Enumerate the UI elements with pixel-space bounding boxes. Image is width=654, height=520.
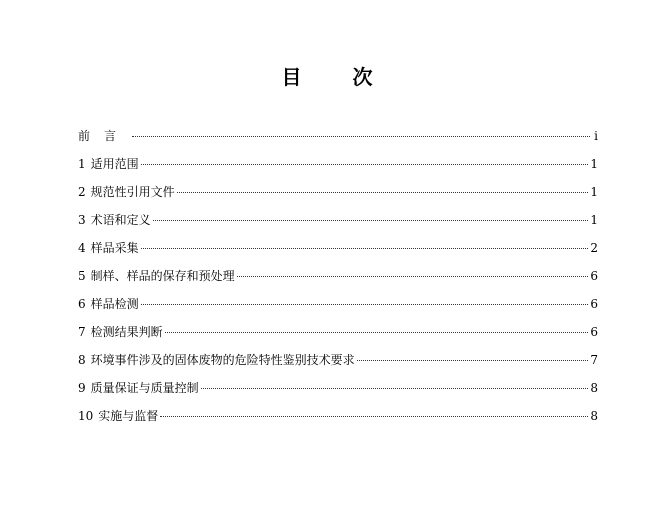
toc-entry-8[interactable] [78,352,598,380]
toc-entry-page: 8 [590,409,598,423]
toc-entry-number: 4 [78,241,86,255]
toc-entry-label: 样品采集 [90,241,139,255]
toc-dot-leader [153,220,589,221]
toc-entry-page: 2 [590,241,598,255]
toc-entry-number: 6 [78,297,86,311]
toc-dot-leader [237,276,589,277]
toc-entry-foreword[interactable] [78,128,598,156]
toc-entry-label: 质量保证与质量控制 [90,381,199,395]
toc-dot-leader [201,388,589,389]
toc-entry-2[interactable] [78,184,598,212]
toc-entry-3[interactable] [78,212,598,240]
toc-dot-leader [160,416,588,417]
toc-entry-number: 7 [78,325,86,339]
toc-entry-number: 9 [78,381,86,395]
toc-entry-label: 环境事件涉及的固体废物的危险特性鉴别技术要求 [90,353,355,367]
toc-entry-number: 5 [78,269,86,283]
toc-entry-label: 术语和定义 [90,213,151,227]
toc-entry-number: 8 [78,353,86,367]
toc-dot-leader [141,304,589,305]
toc-dot-leader [177,192,589,193]
toc-entry-label: 样品检测 [90,297,139,311]
toc-entry-page: 8 [590,381,598,395]
toc-title: 目 次 [281,65,395,89]
toc-entry-number: 2 [78,185,86,199]
toc-dot-leader [357,360,589,361]
toc-entry-page: 6 [590,297,598,311]
toc-entry-page: 6 [590,269,598,283]
toc-entry-5[interactable] [78,268,598,296]
toc-entry-9[interactable] [78,380,598,408]
toc-entry-10[interactable] [78,408,598,436]
toc-entry-label: 规范性引用文件 [90,185,175,199]
toc-dot-leader [141,248,589,249]
toc-entry-number: 1 [78,157,86,171]
toc-entry-label: 适用范围 [90,157,139,171]
toc-entry-label: 制样、样品的保存和预处理 [90,269,235,283]
toc-entry-number: 10 [78,409,94,423]
toc-entry-page: 7 [590,353,598,367]
toc-entry-label: 实施与监督 [98,409,159,423]
toc-entry-7[interactable] [78,324,598,352]
toc-entry-label: 检测结果判断 [90,325,163,339]
toc-dot-leader [165,332,589,333]
toc-entry-page: 1 [590,157,598,171]
toc-entry-label: 前言 [78,129,131,143]
toc-entry-4[interactable] [78,240,598,268]
toc-entry-page: 1 [590,185,598,199]
toc-entry-6[interactable] [78,296,598,324]
toc-entry-1[interactable] [78,156,598,184]
toc-dot-leader [132,136,590,137]
toc-entry-page: 6 [590,325,598,339]
toc-entry-number: 3 [78,213,86,227]
toc-dot-leader [141,164,589,165]
toc-entry-page: 1 [590,213,598,227]
toc-list [78,128,598,436]
toc-entry-page: i [594,129,598,143]
